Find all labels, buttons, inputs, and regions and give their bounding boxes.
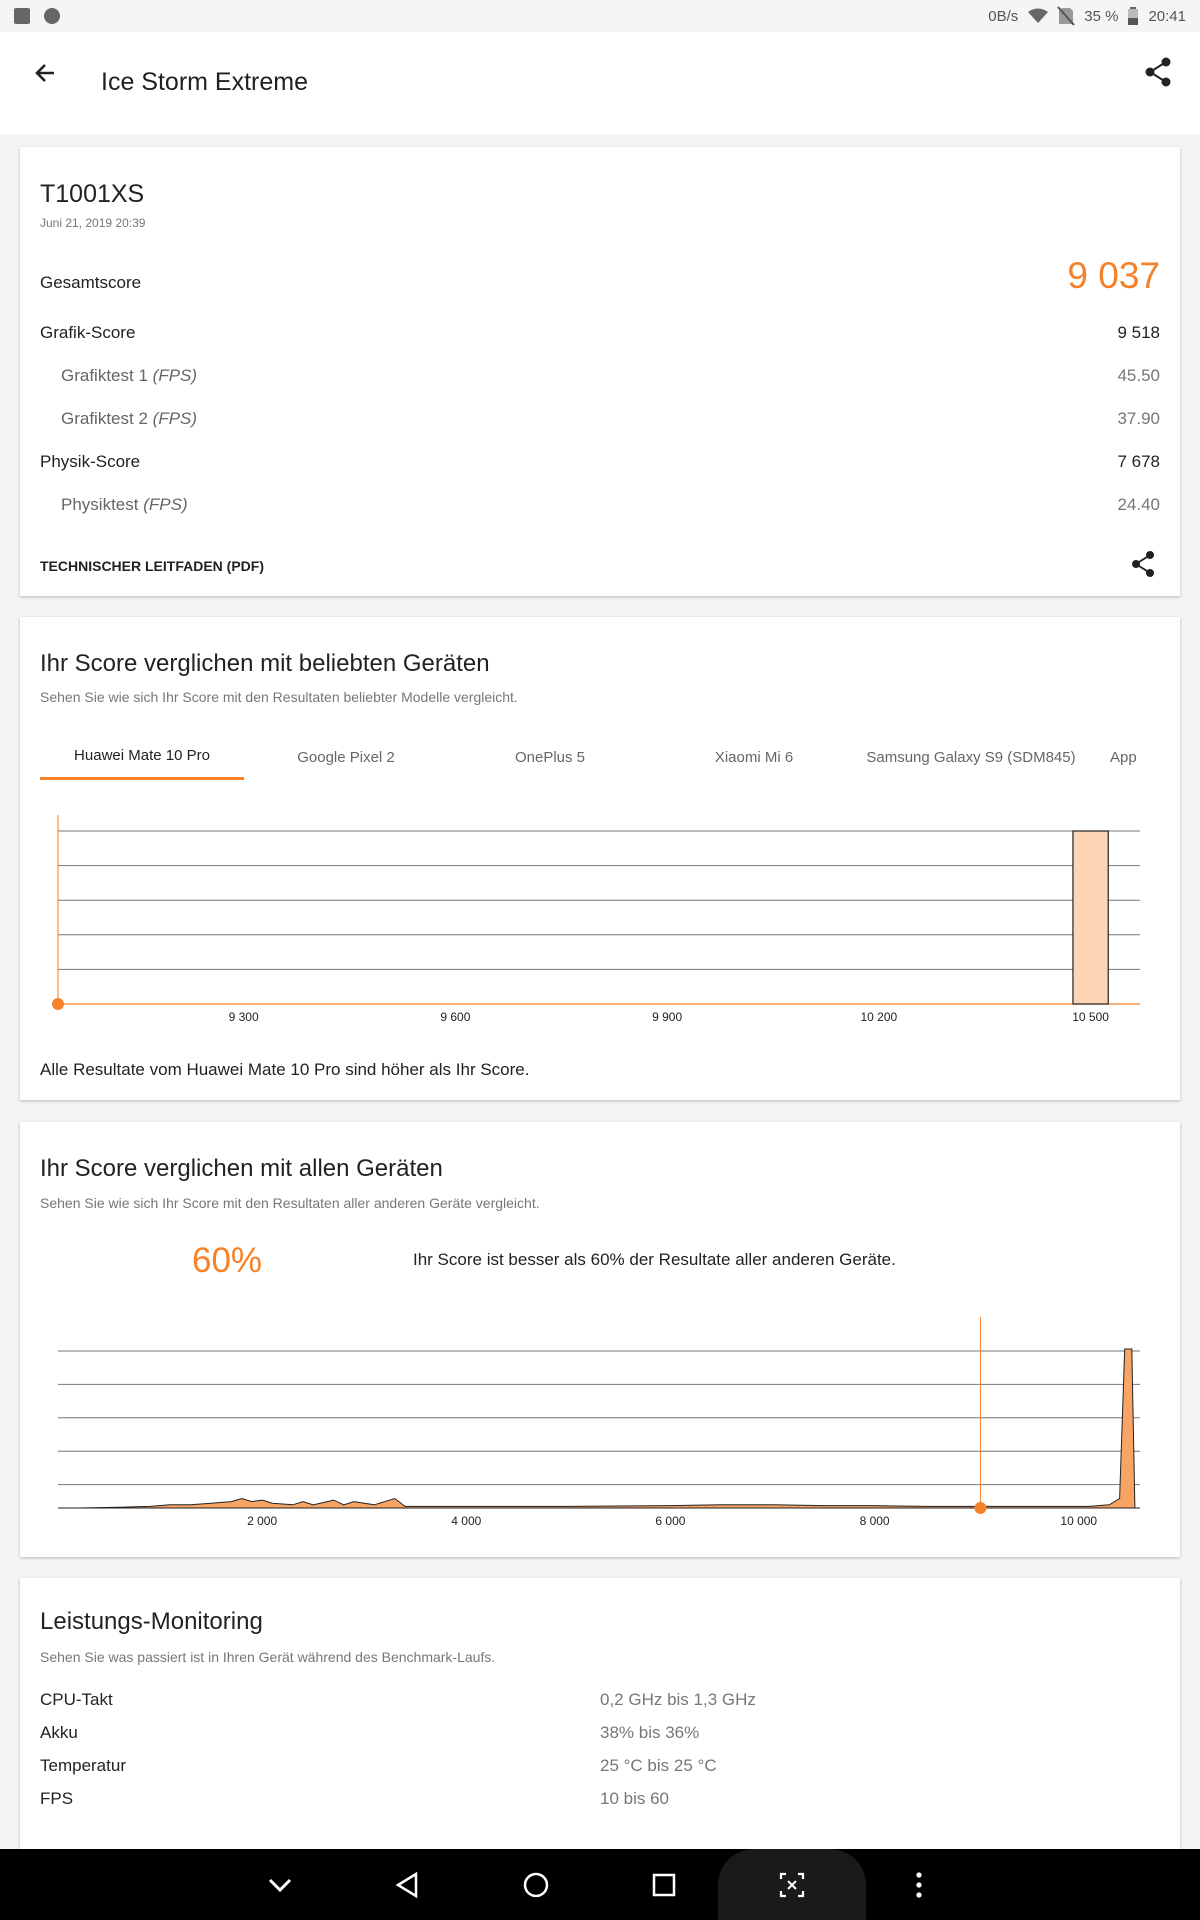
graphics-test-1-value: 45.50 — [1117, 366, 1160, 385]
status-bar — [0, 0, 1200, 32]
system-nav-bar — [0, 1849, 1200, 1920]
clock: 20:41 — [1148, 7, 1186, 25]
monitoring-title: Leistungs-Monitoring — [40, 1608, 263, 1635]
back-triangle-icon[interactable] — [389, 1866, 427, 1904]
result-card — [20, 147, 1180, 596]
share-icon[interactable] — [1128, 549, 1158, 579]
all-devices-subtitle: Sehen Sie wie sich Ihr Score mit den Resultaten aller anderen Geräte vergleicht. — [40, 1195, 540, 1211]
all-devices-card — [20, 1122, 1180, 1557]
home-circle-icon[interactable] — [517, 1866, 555, 1904]
x-tick-label: 9 600 — [440, 1010, 471, 1024]
tab-oneplus-5[interactable]: OnePlus 5 — [514, 748, 586, 766]
distribution-bar — [1073, 831, 1108, 1004]
graphics-test-2-label: Grafiktest 2 — [61, 409, 148, 428]
x-tick-label: 10 000 — [1060, 1514, 1098, 1528]
share-icon[interactable] — [1140, 54, 1176, 90]
page-title: Ice Storm Extreme — [101, 68, 308, 96]
fps-label: FPS — [40, 1789, 74, 1808]
gallery-icon — [14, 8, 30, 24]
screenshot-icon[interactable] — [773, 1866, 811, 1904]
tab-app[interactable]: App — [1110, 748, 1137, 766]
percentile-value: 60% — [192, 1241, 263, 1280]
tab-samsung-galaxy-s9[interactable]: Samsung Galaxy S9 (SDM845) — [866, 748, 1076, 766]
x-tick-label: 8 000 — [859, 1514, 890, 1528]
physics-test-row — [61, 495, 1160, 515]
net-speed: 0B/s — [988, 7, 1019, 25]
total-score-row — [40, 255, 1160, 297]
graphics-test-2-value: 37.90 — [1117, 409, 1160, 428]
percentile-text: Ihr Score ist besser als 60% der Resultate aller anderen Geräte. — [413, 1250, 896, 1269]
chevron-down-icon[interactable] — [261, 1866, 299, 1904]
graphics-test-2-unit: (FPS) — [152, 409, 198, 428]
device-tabs — [40, 734, 1160, 780]
graphics-test-1-label: Grafiktest 1 — [61, 366, 148, 385]
back-arrow-icon[interactable] — [28, 56, 64, 92]
wifi-icon — [1028, 8, 1048, 24]
battery-label: Akku — [40, 1723, 78, 1742]
graphics-test-1-row — [61, 366, 1160, 386]
result-date: Juni 21, 2019 20:39 — [40, 216, 146, 230]
fps-value: 10 bis 60 — [600, 1789, 669, 1808]
more-vert-icon[interactable] — [900, 1866, 938, 1904]
technical-guide-link[interactable]: TECHNISCHER LEITFADEN (PDF) — [40, 558, 264, 574]
physics-score-row — [40, 452, 1160, 472]
no-sim-icon — [1058, 7, 1074, 25]
tab-google-pixel-2[interactable]: Google Pixel 2 — [297, 748, 395, 766]
graphics-test-2-row — [61, 409, 1160, 429]
all-devices-title: Ihr Score verglichen mit allen Geräten — [40, 1155, 443, 1182]
your-score-marker — [974, 1502, 986, 1514]
x-tick-label: 2 000 — [247, 1514, 278, 1528]
x-tick-label: 9 300 — [228, 1010, 259, 1024]
all-devices-distribution-chart — [20, 1317, 1180, 1547]
popular-comparison-chart — [20, 807, 1180, 1024]
monitoring-card — [20, 1578, 1180, 1858]
recents-square-icon[interactable] — [645, 1866, 683, 1904]
graphics-score-row — [40, 323, 1160, 343]
battery-percent: 35 % — [1084, 7, 1119, 25]
device-name: T1001XS — [40, 180, 145, 208]
monitoring-subtitle: Sehen Sie was passiert ist in Ihren Gerät während des Benchmark-Laufs. — [40, 1649, 496, 1665]
graphics-test-1-unit: (FPS) — [152, 366, 198, 385]
battery-value: 38% bis 36% — [600, 1723, 700, 1742]
graphics-score-value: 9 518 — [1117, 323, 1160, 342]
physics-test-label: Physiktest — [61, 495, 139, 514]
popular-title: Ihr Score verglichen mit beliebten Geräten — [40, 650, 490, 677]
total-score-label: Gesamtscore — [40, 273, 142, 292]
temperature-label: Temperatur — [40, 1756, 126, 1775]
cpu-label: CPU-Takt — [40, 1690, 113, 1709]
x-tick-label: 6 000 — [655, 1514, 686, 1528]
x-tick-label: 10 500 — [1072, 1010, 1109, 1024]
popular-subtitle: Sehen Sie wie sich Ihr Score mit den Resultaten beliebter Modelle vergleicht. — [40, 689, 518, 705]
physics-test-unit: (FPS) — [143, 495, 188, 514]
popular-note: Alle Resultate vom Huawei Mate 10 Pro sind höher als Ihr Score. — [40, 1060, 530, 1079]
physics-test-value: 24.40 — [1117, 495, 1160, 514]
graphics-score-label: Grafik-Score — [40, 323, 136, 342]
physics-score-label: Physik-Score — [40, 452, 141, 471]
temperature-value: 25 °C bis 25 °C — [600, 1756, 717, 1775]
your-score-marker — [52, 998, 64, 1010]
tab-xiaomi-mi-6[interactable]: Xiaomi Mi 6 — [714, 748, 794, 766]
popular-devices-card — [20, 617, 1180, 1100]
x-tick-label: 4 000 — [451, 1514, 482, 1528]
total-score-value: 9 037 — [1067, 255, 1160, 296]
physics-score-value: 7 678 — [1117, 452, 1160, 471]
x-tick-label: 10 200 — [860, 1010, 898, 1024]
cpu-value: 0,2 GHz bis 1,3 GHz — [600, 1690, 756, 1709]
x-tick-label: 9 900 — [652, 1010, 683, 1024]
battery-icon — [1128, 7, 1138, 25]
notification-icon — [44, 8, 60, 24]
app-bar — [0, 32, 1200, 134]
tab-huawei-mate-10-pro[interactable]: Huawei Mate 10 Pro — [40, 734, 244, 780]
